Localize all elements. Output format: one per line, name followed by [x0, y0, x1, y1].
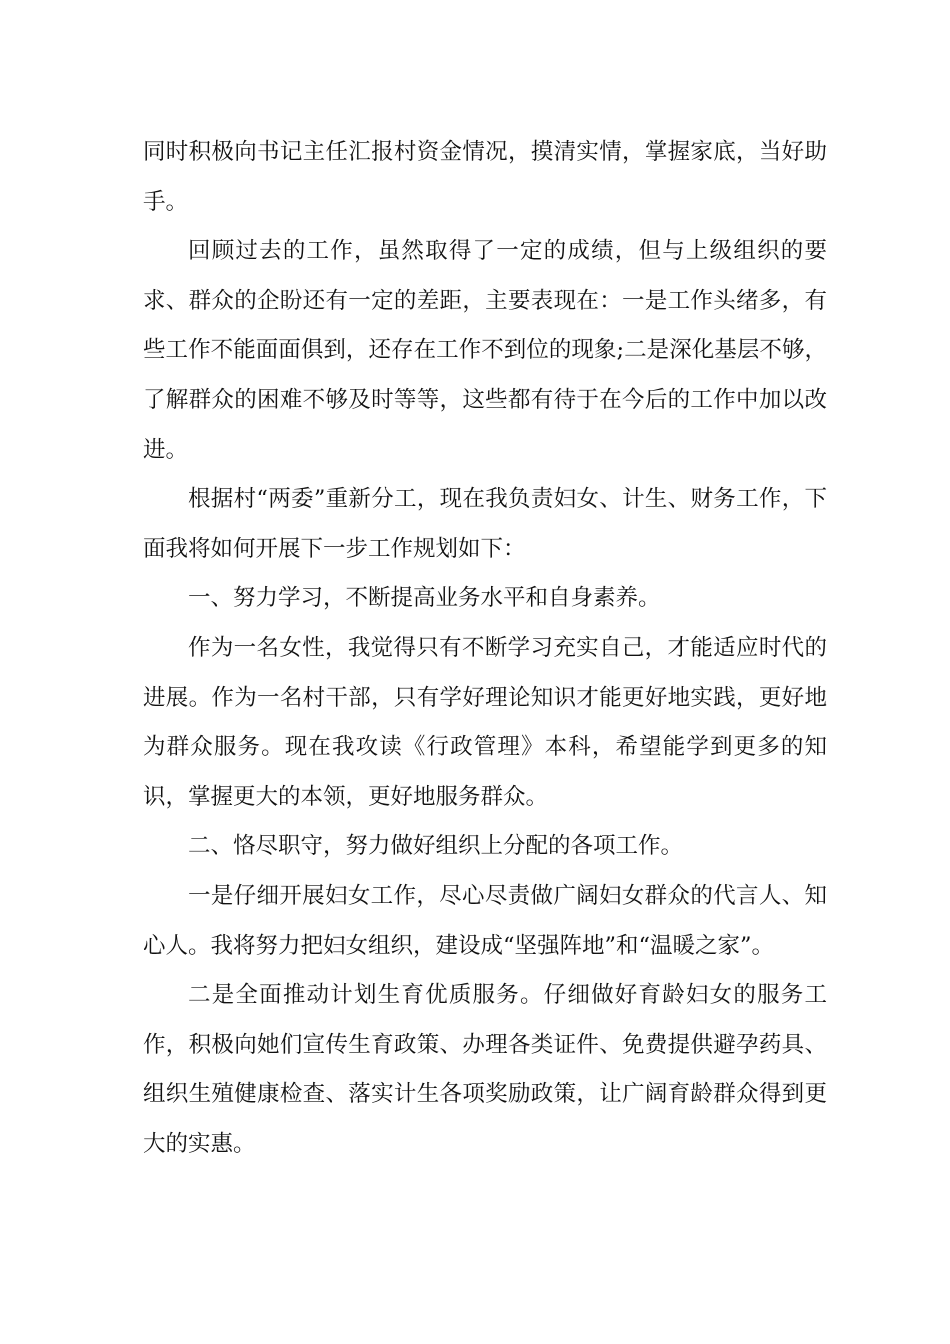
paragraph-review: 回顾过去的工作，虽然取得了一定的成绩，但与上级组织的要求、群众的企盼还有一定的差距，主要表现在：一是工作头绪多，有些工作不能面面俱到，还存在工作不到位的现象;二是深化基层不够，了解群众的困难不够及时等等，这些都有待于在今后的工作中加以改进。 [143, 238, 827, 463]
document-body [143, 128, 827, 1169]
paragraph-study: 作为一名女性，我觉得只有不断学习充实自己，才能适应时代的进展。作为一名村干部，只有学好理论知识才能更好地实践，更好地为群众服务。现在我攻读《行政管理》本科，希望能学到更多的知识，掌握更大的本领，更好地服务群众。 [143, 634, 827, 810]
section-heading-duties: 二、恪尽职守，努力做好组织上分配的各项工作。 [188, 833, 684, 860]
paragraph-plan-intro: 根据村“两委”重新分工，现在我负责妇女、计生、财务工作，下面我将如何开展下一步工作规划如下： [143, 486, 827, 562]
paragraph-women-work: 一是仔细开展妇女工作，尽心尽责做广阔妇女群众的代言人、知心人。我将努力把妇女组织，建设成“坚强阵地”和“温暖之家”。 [143, 882, 827, 959]
section-heading-study: 一、努力学习，不断提高业务水平和自身素养。 [188, 585, 661, 612]
paragraph-continuation: 同时积极向书记主任汇报村资金情况，摸清实情，掌握家底，当好助手。 [143, 139, 827, 215]
paragraph-family-planning: 二是全面推动计划生育优质服务。仔细做好育龄妇女的服务工作，积极向她们宣传生育政策、办理各类证件、免费提供避孕药具、组织生殖健康检查、落实计生各项奖励政策，让广阔育龄群众得到更大的实惠。 [143, 982, 827, 1157]
